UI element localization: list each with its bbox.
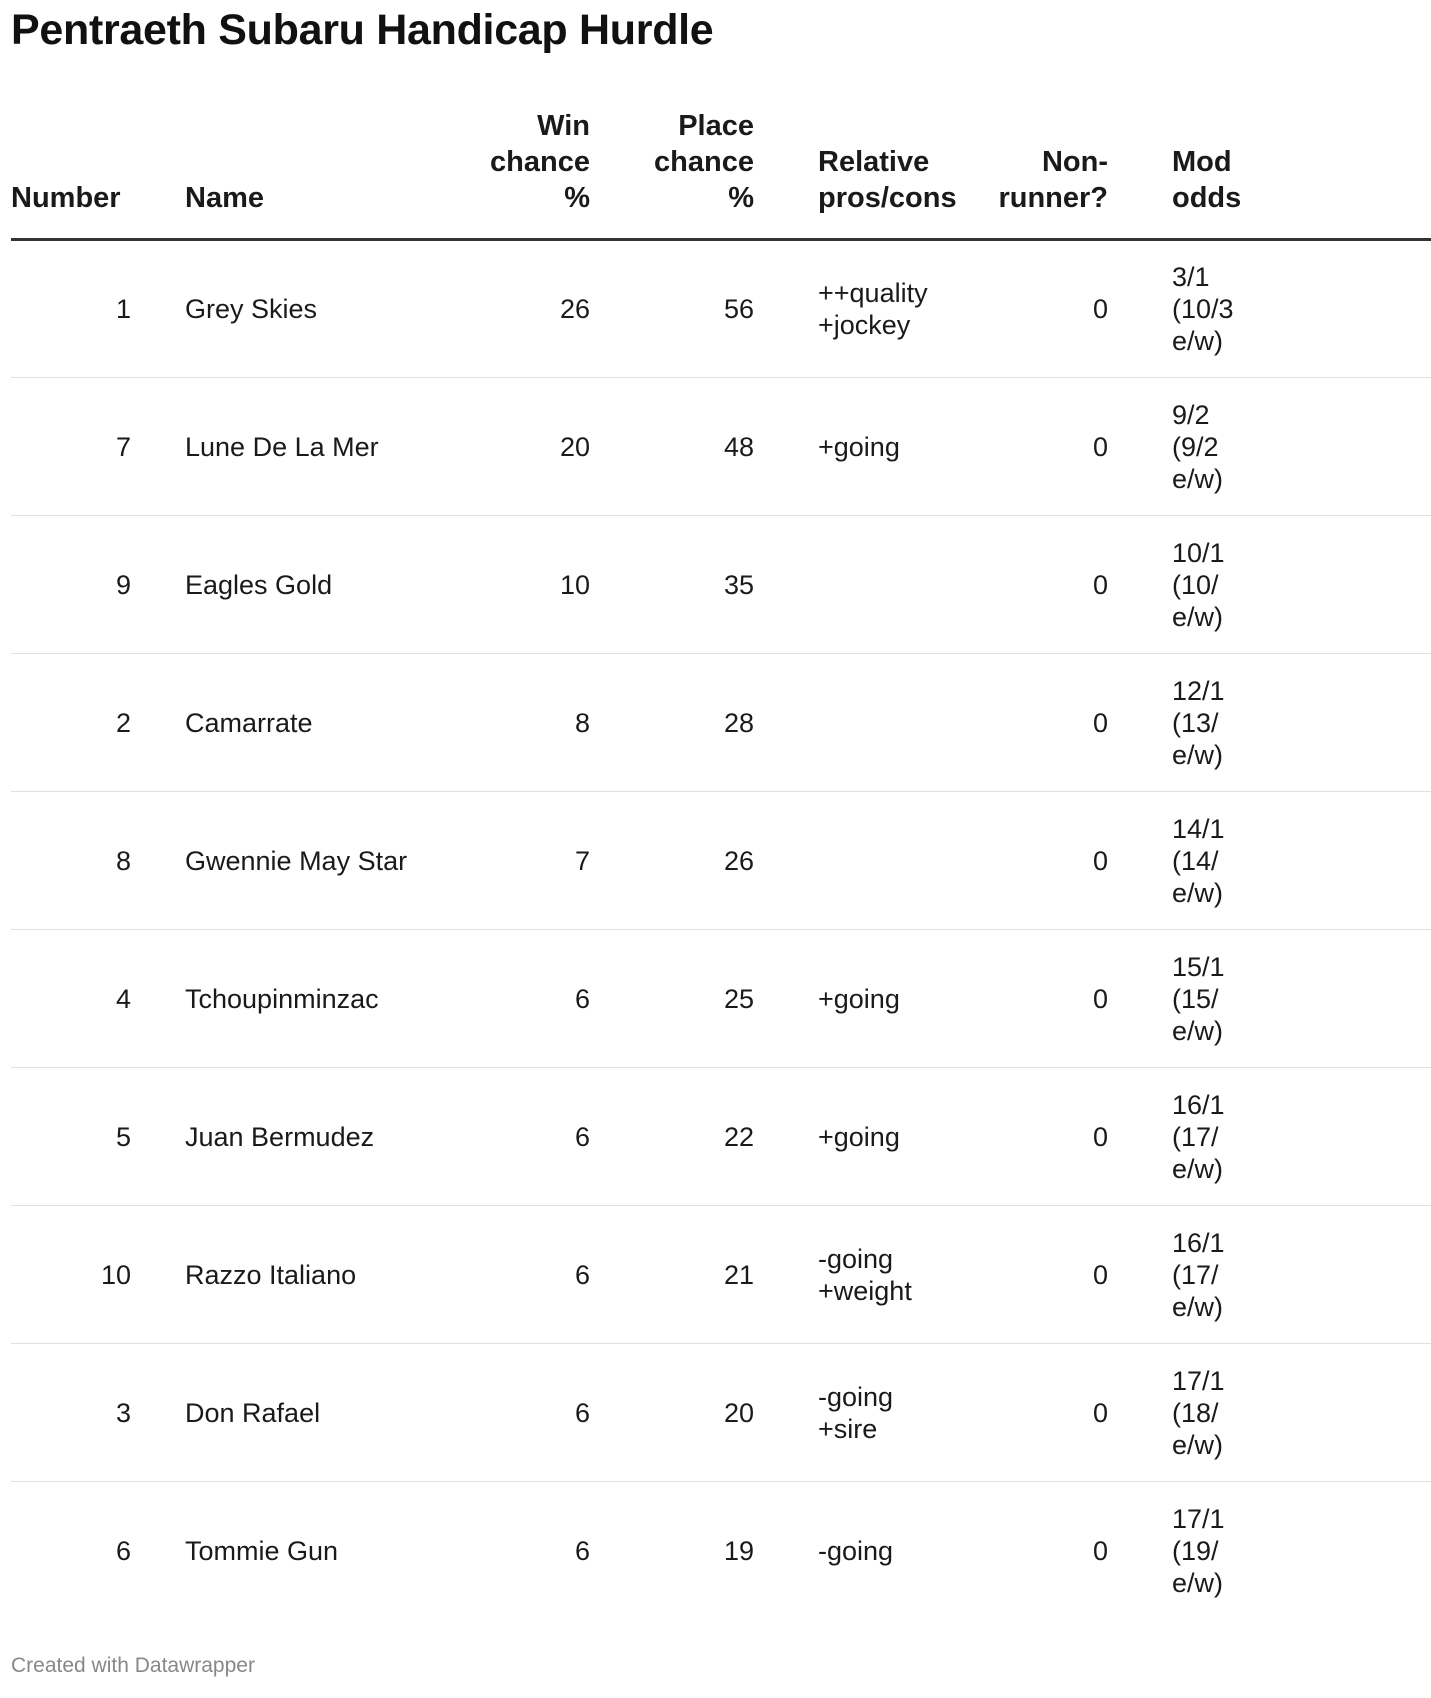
table-row (11, 930, 1431, 1068)
cell-odds: 16/1 (17/ e/w) (1108, 1206, 1431, 1344)
cell-name: Juan Bermudez (185, 1068, 410, 1206)
column-header-label: Name (185, 182, 264, 214)
cell-relative (754, 654, 962, 792)
chart-title: Pentraeth Subaru Handicap Hurdle (11, 6, 714, 54)
table-row (11, 378, 1431, 516)
column-header-label: runner? (998, 182, 1108, 214)
cell-number: 5 (11, 1068, 185, 1206)
cell-win: 6 (410, 1206, 590, 1344)
table-row (11, 240, 1431, 378)
cell-odds: 15/1 (15/ e/w) (1108, 930, 1431, 1068)
column-header-label: Mod (1172, 146, 1232, 178)
column-header-label: Number (11, 182, 121, 214)
cell-nonrunner: 0 (962, 1206, 1108, 1344)
cell-number: 8 (11, 792, 185, 930)
table-row (11, 792, 1431, 930)
column-header-number[interactable] (11, 108, 185, 240)
cell-relative: -going +weight (754, 1206, 962, 1344)
cell-place: 21 (590, 1206, 754, 1344)
column-header-relative[interactable] (754, 108, 962, 240)
column-header-label: Relative (818, 146, 930, 178)
header-row (11, 108, 1431, 240)
column-header-label: odds (1172, 182, 1242, 214)
column-header-win[interactable] (410, 108, 590, 240)
column-header-label: pros/cons (818, 182, 957, 214)
cell-place: 56 (590, 240, 754, 378)
column-header-label: Place (678, 110, 754, 142)
cell-win: 6 (410, 930, 590, 1068)
column-header-odds[interactable] (1108, 108, 1431, 240)
cell-place: 20 (590, 1344, 754, 1482)
cell-number: 4 (11, 930, 185, 1068)
table-row (11, 654, 1431, 792)
cell-name: Gwennie May Star (185, 792, 410, 930)
cell-win: 10 (410, 516, 590, 654)
column-header-label: % (564, 182, 590, 214)
cell-nonrunner: 0 (1092, 1535, 1108, 1566)
cell-relative: ++quality +jockey (754, 240, 962, 378)
table-header (11, 108, 1431, 240)
cell-place: 19 (723, 1535, 754, 1566)
column-header-label: Non- (1041, 146, 1108, 178)
cell-name: Lune De La Mer (185, 378, 410, 516)
cell-nonrunner: 0 (962, 930, 1108, 1068)
table-container (11, 108, 1242, 1620)
cell-relative: +going (754, 930, 962, 1068)
cell-win: 6 (574, 1535, 590, 1566)
cell-number: 1 (11, 240, 185, 378)
cell-nonrunner: 0 (962, 1344, 1108, 1482)
cell-place: 25 (590, 930, 754, 1068)
cell-name: Razzo Italiano (185, 1206, 410, 1344)
cell-relative: -going +sire (754, 1344, 962, 1482)
cell-relative (754, 516, 962, 654)
cell-name: Don Rafael (185, 1344, 410, 1482)
cell-name: Tchoupinminzac (185, 930, 410, 1068)
cell-odds: 17/1 (19/ e/w) (1172, 1503, 1225, 1598)
cell-name: Grey Skies (185, 240, 410, 378)
cell-win: 6 (410, 1068, 590, 1206)
cell-nonrunner: 0 (962, 792, 1108, 930)
cell-nonrunner: 0 (962, 1068, 1108, 1206)
cell-relative (754, 792, 962, 930)
table-row (11, 1206, 1431, 1344)
cell-odds: 14/1 (14/ e/w) (1108, 792, 1431, 930)
cell-odds: 10/1 (10/ e/w) (1108, 516, 1431, 654)
cell-relative: -going (818, 1535, 894, 1566)
cell-relative: +going (754, 378, 962, 516)
footer-credit[interactable]: Created with Datawrapper (11, 1654, 255, 1677)
cell-win: 6 (410, 1344, 590, 1482)
cell-nonrunner: 0 (962, 654, 1108, 792)
cell-nonrunner: 0 (962, 378, 1108, 516)
table-row (11, 516, 1431, 654)
cell-win: 26 (410, 240, 590, 378)
cell-place: 48 (590, 378, 754, 516)
odds-table (11, 108, 1431, 1620)
table-body (11, 240, 1431, 1620)
cell-odds: 9/2 (9/2 e/w) (1108, 378, 1431, 516)
cell-place: 22 (590, 1068, 754, 1206)
cell-odds: 12/1 (13/ e/w) (1108, 654, 1431, 792)
cell-number: 9 (11, 516, 185, 654)
column-header-label: % (728, 182, 754, 214)
cell-odds: 16/1 (17/ e/w) (1108, 1068, 1431, 1206)
cell-win: 20 (410, 378, 590, 516)
cell-number: 2 (11, 654, 185, 792)
cell-odds: 17/1 (18/ e/w) (1108, 1344, 1431, 1482)
column-header-name[interactable] (185, 108, 410, 240)
cell-name: Camarrate (185, 654, 410, 792)
cell-odds: 3/1 (10/3 e/w) (1108, 240, 1431, 378)
cell-place: 26 (590, 792, 754, 930)
cell-relative: +going (754, 1068, 962, 1206)
cell-win: 8 (410, 654, 590, 792)
cell-place: 35 (590, 516, 754, 654)
cell-place: 28 (590, 654, 754, 792)
cell-number: 6 (115, 1535, 131, 1566)
column-header-label: chance (654, 146, 754, 178)
cell-win: 7 (410, 792, 590, 930)
table-row (11, 1068, 1431, 1206)
column-header-nonrunner[interactable] (962, 108, 1108, 240)
cell-name: Eagles Gold (185, 516, 410, 654)
cell-number: 3 (11, 1344, 185, 1482)
cell-number: 7 (11, 378, 185, 516)
cell-number: 10 (11, 1206, 185, 1344)
column-header-label: chance (490, 146, 590, 178)
cell-nonrunner: 0 (962, 240, 1108, 378)
cell-nonrunner: 0 (962, 516, 1108, 654)
table-row (11, 1482, 1431, 1620)
cell-name: Tommie Gun (185, 1535, 339, 1566)
column-header-label: Win (537, 110, 590, 142)
column-header-place[interactable] (590, 108, 754, 240)
table-row (11, 1344, 1431, 1482)
